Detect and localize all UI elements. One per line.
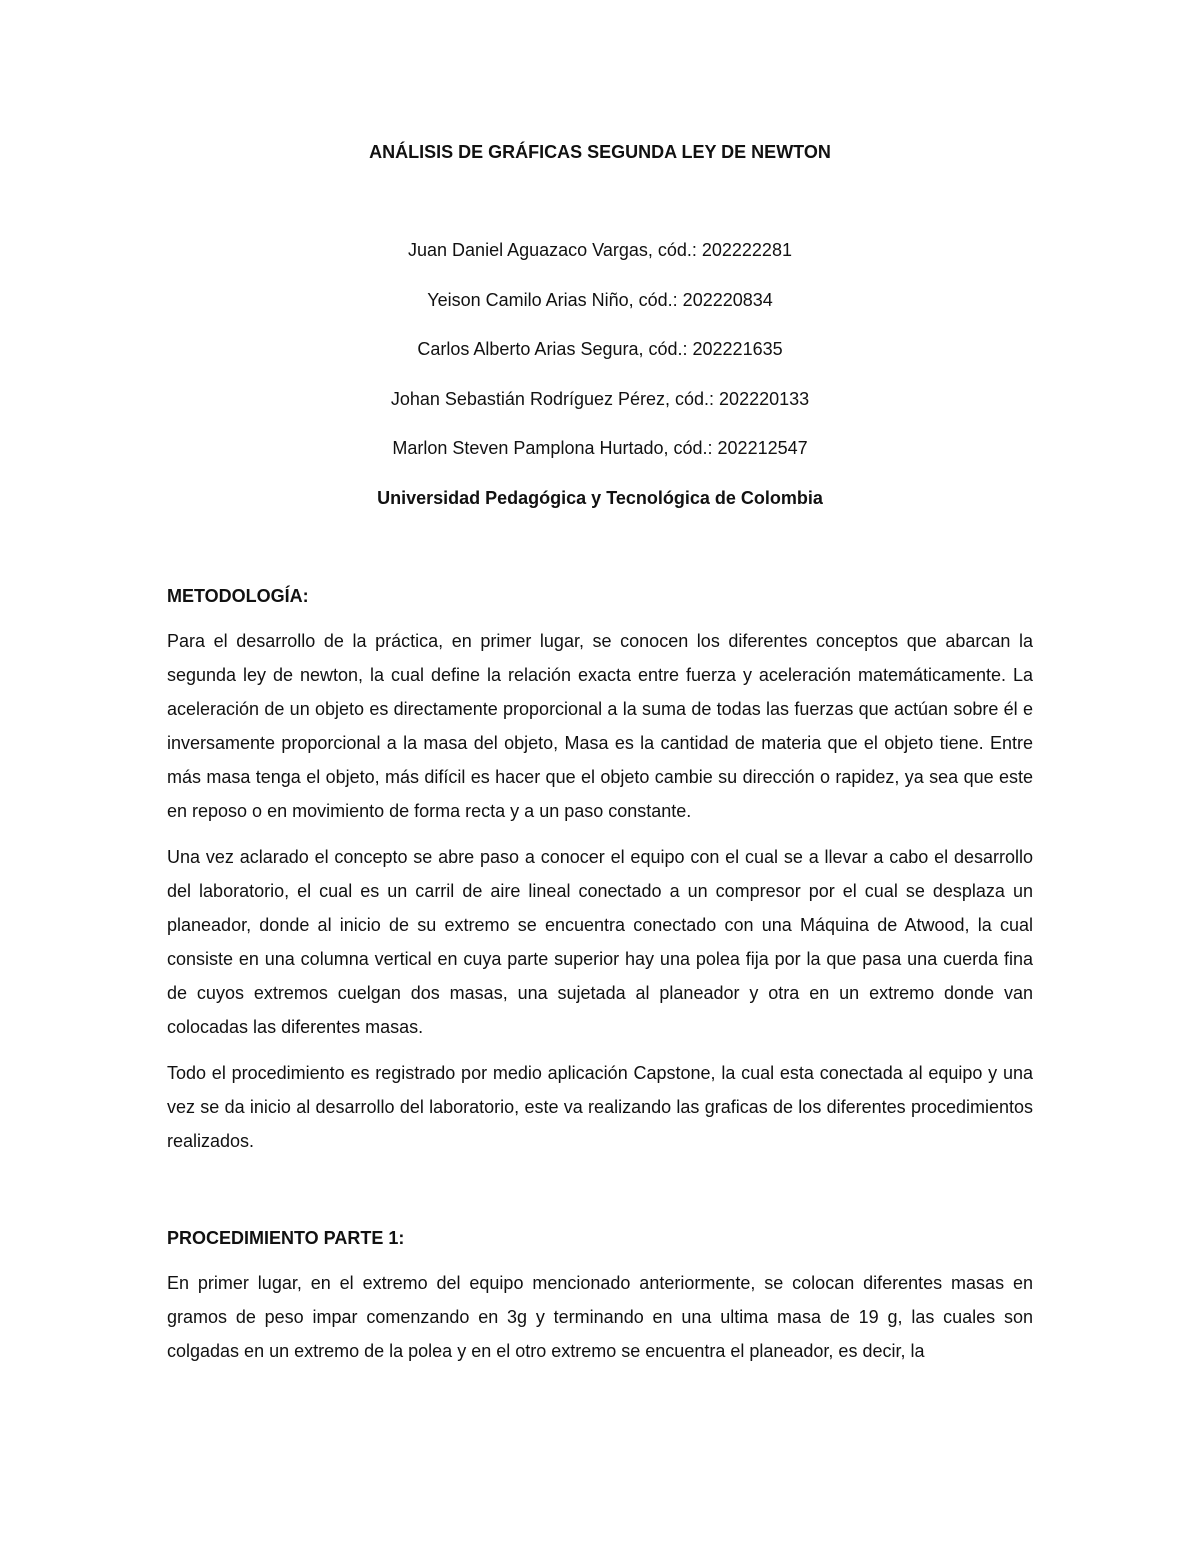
- body-paragraph: Todo el procedimiento es registrado por medio aplicación Capstone, la cual esta conectada al equipo y una vez se da inicio al desarrollo del laboratorio, este va realizando las graficas de los diferentes procedimientos realizados.: [167, 1063, 1033, 1151]
- section-heading-procedimiento: PROCEDIMIENTO PARTE 1:: [167, 1228, 405, 1248]
- author-line: Yeison Camilo Arias Niño, cód.: 202220834: [427, 289, 773, 310]
- section-heading-metodologia: METODOLOGÍA:: [167, 586, 309, 606]
- section-spacer: [167, 1158, 1033, 1226]
- document-body: [167, 584, 1033, 1368]
- document-title: ANÁLISIS DE GRÁFICAS SEGUNDA LEY DE NEWTON: [369, 142, 831, 162]
- author-list: [0, 238, 1200, 486]
- body-paragraph: Para el desarrollo de la práctica, en primer lugar, se conocen los diferentes conceptos que abarcan la segunda ley de newton, la cual define la relación exacta entre fuerza y aceleración matemáticamente. La aceleración de un objeto es directamente proporcional a la suma de todas las fuerzas que actúan sobre él e inversamente proporcional a la masa del objeto, Masa es la cantidad de materia que el objeto tiene. Entre más masa tenga el objeto, más difícil es hacer que el objeto cambie su dirección o rapidez, ya sea que este en reposo o en movimiento de forma recta y a un paso constante.: [167, 631, 1033, 821]
- author-line: Marlon Steven Pamplona Hurtado, cód.: 202212547: [392, 438, 808, 458]
- body-paragraph: Una vez aclarado el concepto se abre paso a conocer el equipo con el cual se a llevar a cabo el desarrollo del laboratorio, el cual es un carril de aire lineal conectado a un compresor por el cual se desplaza un planeador, donde al inicio de su extremo se encuentra conectado con una Máquina de Atwood, la cual consiste en una columna vertical en cuya parte superior hay una polea fija por la que pasa una cuerda fina de cuyos extremos cuelgan dos masas, una sujetada al planeador y otra en un extremo donde van colocadas las diferentes masas.: [167, 847, 1033, 1037]
- university-name: Universidad Pedagógica y Tecnológica de Colombia: [377, 488, 823, 508]
- author-line: Carlos Alberto Arias Segura, cód.: 202221635: [417, 339, 783, 359]
- body-paragraph: En primer lugar, en el extremo del equipo mencionado anteriormente, se colocan diferentes masas en gramos de peso impar comenzando en 3g y terminando en una ultima masa de 19 g, las cuales son colgadas en un extremo de la polea y en el otro extremo se encuentra el planeador, es decir, la: [167, 1273, 1033, 1361]
- author-line: Johan Sebastián Rodríguez Pérez, cód.: 202220133: [390, 388, 810, 409]
- author-line: Juan Daniel Aguazaco Vargas, cód.: 202222281: [408, 240, 792, 260]
